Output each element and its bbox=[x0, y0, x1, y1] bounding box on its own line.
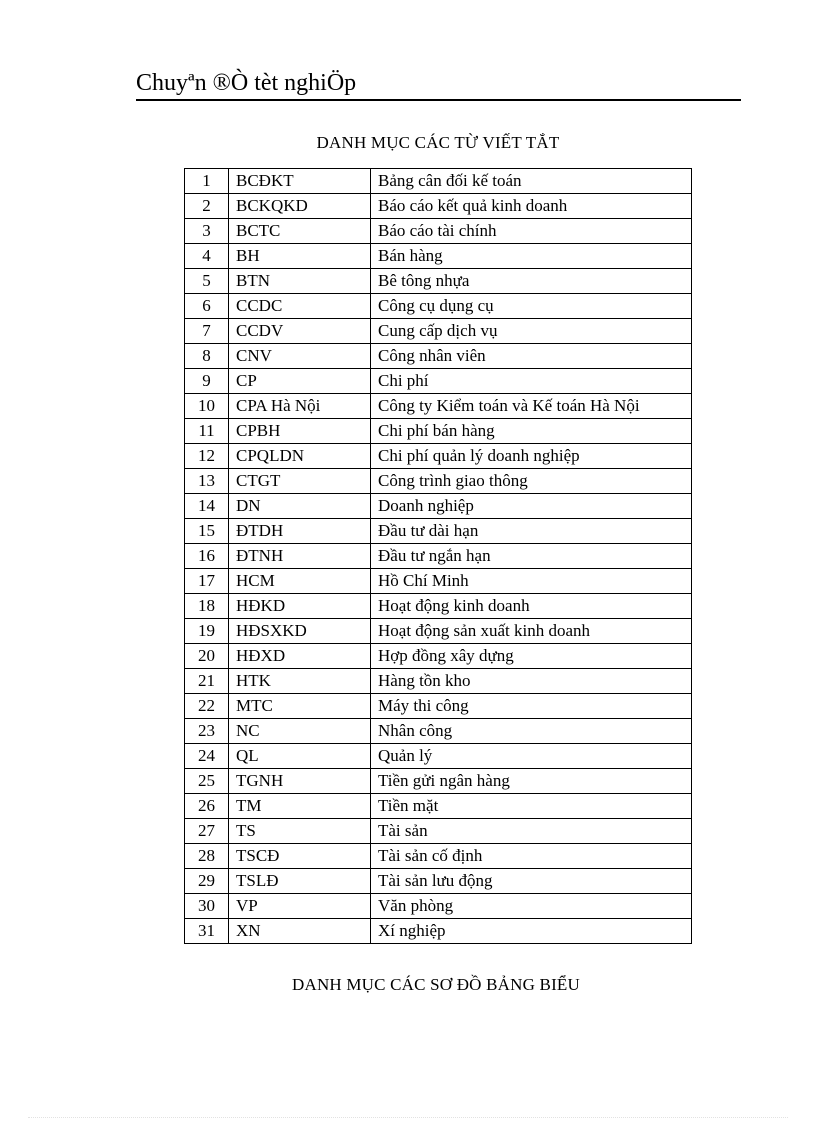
row-number: 28 bbox=[185, 844, 229, 869]
meaning-cell: Hàng tồn kho bbox=[371, 669, 692, 694]
meaning-cell: Tiền mặt bbox=[371, 794, 692, 819]
abbreviation-cell: DN bbox=[229, 494, 371, 519]
table-row bbox=[185, 269, 692, 294]
meaning-cell: Tài sản cố định bbox=[371, 844, 692, 869]
meaning-cell: Công ty Kiểm toán và Kế toán Hà Nội bbox=[371, 394, 692, 419]
meaning-cell: Hoạt động kinh doanh bbox=[371, 594, 692, 619]
table-row bbox=[185, 594, 692, 619]
abbreviation-cell: HĐKD bbox=[229, 594, 371, 619]
table-row bbox=[185, 719, 692, 744]
table-row bbox=[185, 894, 692, 919]
diagrams-section-title: DANH MỤC CÁC SƠ ĐỒ BẢNG BIỂU bbox=[291, 975, 580, 994]
row-number: 7 bbox=[185, 319, 229, 344]
meaning-cell: Doanh nghiệp bbox=[371, 494, 692, 519]
table-row bbox=[185, 844, 692, 869]
meaning-cell: Đầu tư dài hạn bbox=[371, 519, 692, 544]
meaning-cell: Xí nghiệp bbox=[371, 919, 692, 944]
meaning-cell: Cung cấp dịch vụ bbox=[371, 319, 692, 344]
meaning-cell: Đầu tư ngắn hạn bbox=[371, 544, 692, 569]
row-number: 14 bbox=[185, 494, 229, 519]
table-row bbox=[185, 219, 692, 244]
table-row bbox=[185, 869, 692, 894]
table-row bbox=[185, 769, 692, 794]
meaning-cell: Bảng cân đối kế toán bbox=[371, 169, 692, 194]
meaning-cell: Chi phí bbox=[371, 369, 692, 394]
table-row bbox=[185, 519, 692, 544]
abbreviation-cell: NC bbox=[229, 719, 371, 744]
meaning-cell: Báo cáo tài chính bbox=[371, 219, 692, 244]
table-row bbox=[185, 344, 692, 369]
abbreviation-cell: TSCĐ bbox=[229, 844, 371, 869]
row-number: 2 bbox=[185, 194, 229, 219]
meaning-cell: Chi phí bán hàng bbox=[371, 419, 692, 444]
meaning-cell: Máy thi công bbox=[371, 694, 692, 719]
abbreviation-cell: BH bbox=[229, 244, 371, 269]
row-number: 21 bbox=[185, 669, 229, 694]
table-row bbox=[185, 819, 692, 844]
row-number: 9 bbox=[185, 369, 229, 394]
row-number: 31 bbox=[185, 919, 229, 944]
abbreviations-table-body bbox=[185, 169, 692, 944]
abbreviations-section-title: DANH MỤC CÁC TỪ VIẾT TẮT bbox=[316, 133, 560, 152]
meaning-cell: Hợp đồng xây dựng bbox=[371, 644, 692, 669]
abbreviation-cell: MTC bbox=[229, 694, 371, 719]
table-row bbox=[185, 919, 692, 944]
table-row bbox=[185, 694, 692, 719]
row-number: 6 bbox=[185, 294, 229, 319]
meaning-cell: Công cụ dụng cụ bbox=[371, 294, 692, 319]
table-row bbox=[185, 494, 692, 519]
row-number: 11 bbox=[185, 419, 229, 444]
meaning-cell: Báo cáo kết quả kinh doanh bbox=[371, 194, 692, 219]
meaning-cell: Hoạt động sản xuất kinh doanh bbox=[371, 619, 692, 644]
abbreviation-cell: BCKQKD bbox=[229, 194, 371, 219]
abbreviation-cell: TSLĐ bbox=[229, 869, 371, 894]
table-row bbox=[185, 469, 692, 494]
abbreviations-table bbox=[184, 168, 692, 944]
abbreviation-cell: CPA Hà Nội bbox=[229, 394, 371, 419]
meaning-cell: Công trình giao thông bbox=[371, 469, 692, 494]
table-row bbox=[185, 644, 692, 669]
abbreviation-cell: HĐSXKD bbox=[229, 619, 371, 644]
meaning-cell: Văn phòng bbox=[371, 894, 692, 919]
row-number: 19 bbox=[185, 619, 229, 644]
table-row bbox=[185, 544, 692, 569]
abbreviation-cell: CP bbox=[229, 369, 371, 394]
row-number: 10 bbox=[185, 394, 229, 419]
meaning-cell: Tài sản lưu động bbox=[371, 869, 692, 894]
row-number: 12 bbox=[185, 444, 229, 469]
row-number: 23 bbox=[185, 719, 229, 744]
row-number: 18 bbox=[185, 594, 229, 619]
table-row bbox=[185, 619, 692, 644]
row-number: 1 bbox=[185, 169, 229, 194]
table-row bbox=[185, 369, 692, 394]
abbreviation-cell: TGNH bbox=[229, 769, 371, 794]
table-row bbox=[185, 319, 692, 344]
abbreviation-cell: TM bbox=[229, 794, 371, 819]
meaning-cell: Hồ Chí Minh bbox=[371, 569, 692, 594]
row-number: 27 bbox=[185, 819, 229, 844]
row-number: 16 bbox=[185, 544, 229, 569]
row-number: 13 bbox=[185, 469, 229, 494]
table-row bbox=[185, 669, 692, 694]
row-number: 8 bbox=[185, 344, 229, 369]
table-row bbox=[185, 169, 692, 194]
header-rule bbox=[136, 99, 741, 101]
abbreviation-cell: HĐXD bbox=[229, 644, 371, 669]
abbreviation-cell: CTGT bbox=[229, 469, 371, 494]
abbreviation-cell: BCĐKT bbox=[229, 169, 371, 194]
row-number: 4 bbox=[185, 244, 229, 269]
table-row bbox=[185, 244, 692, 269]
abbreviation-cell: TS bbox=[229, 819, 371, 844]
abbreviation-cell: ĐTNH bbox=[229, 544, 371, 569]
row-number: 15 bbox=[185, 519, 229, 544]
meaning-cell: Bán hàng bbox=[371, 244, 692, 269]
row-number: 26 bbox=[185, 794, 229, 819]
row-number: 20 bbox=[185, 644, 229, 669]
meaning-cell: Chi phí quản lý doanh nghiệp bbox=[371, 444, 692, 469]
meaning-cell: Quản lý bbox=[371, 744, 692, 769]
row-number: 5 bbox=[185, 269, 229, 294]
abbreviation-cell: VP bbox=[229, 894, 371, 919]
table-row bbox=[185, 394, 692, 419]
abbreviation-cell: CNV bbox=[229, 344, 371, 369]
page-bottom-edge bbox=[28, 1117, 788, 1118]
row-number: 24 bbox=[185, 744, 229, 769]
abbreviation-cell: HTK bbox=[229, 669, 371, 694]
abbreviation-cell: QL bbox=[229, 744, 371, 769]
table-row bbox=[185, 444, 692, 469]
abbreviation-cell: BTN bbox=[229, 269, 371, 294]
page-header-title: Chuyªn ®Ò tèt nghiÖp bbox=[136, 70, 357, 96]
table-row bbox=[185, 194, 692, 219]
row-number: 25 bbox=[185, 769, 229, 794]
meaning-cell: Tiền gửi ngân hàng bbox=[371, 769, 692, 794]
abbreviation-cell: HCM bbox=[229, 569, 371, 594]
row-number: 29 bbox=[185, 869, 229, 894]
abbreviation-cell: CPBH bbox=[229, 419, 371, 444]
meaning-cell: Tài sản bbox=[371, 819, 692, 844]
row-number: 30 bbox=[185, 894, 229, 919]
row-number: 3 bbox=[185, 219, 229, 244]
meaning-cell: Công nhân viên bbox=[371, 344, 692, 369]
abbreviation-cell: CCDV bbox=[229, 319, 371, 344]
abbreviation-cell: XN bbox=[229, 919, 371, 944]
meaning-cell: Nhân công bbox=[371, 719, 692, 744]
table-row bbox=[185, 419, 692, 444]
table-row bbox=[185, 294, 692, 319]
table-row bbox=[185, 794, 692, 819]
abbreviation-cell: BCTC bbox=[229, 219, 371, 244]
meaning-cell: Bê tông nhựa bbox=[371, 269, 692, 294]
table-row bbox=[185, 744, 692, 769]
abbreviation-cell: CCDC bbox=[229, 294, 371, 319]
abbreviation-cell: CPQLDN bbox=[229, 444, 371, 469]
abbreviation-cell: ĐTDH bbox=[229, 519, 371, 544]
row-number: 17 bbox=[185, 569, 229, 594]
table-row bbox=[185, 569, 692, 594]
row-number: 22 bbox=[185, 694, 229, 719]
